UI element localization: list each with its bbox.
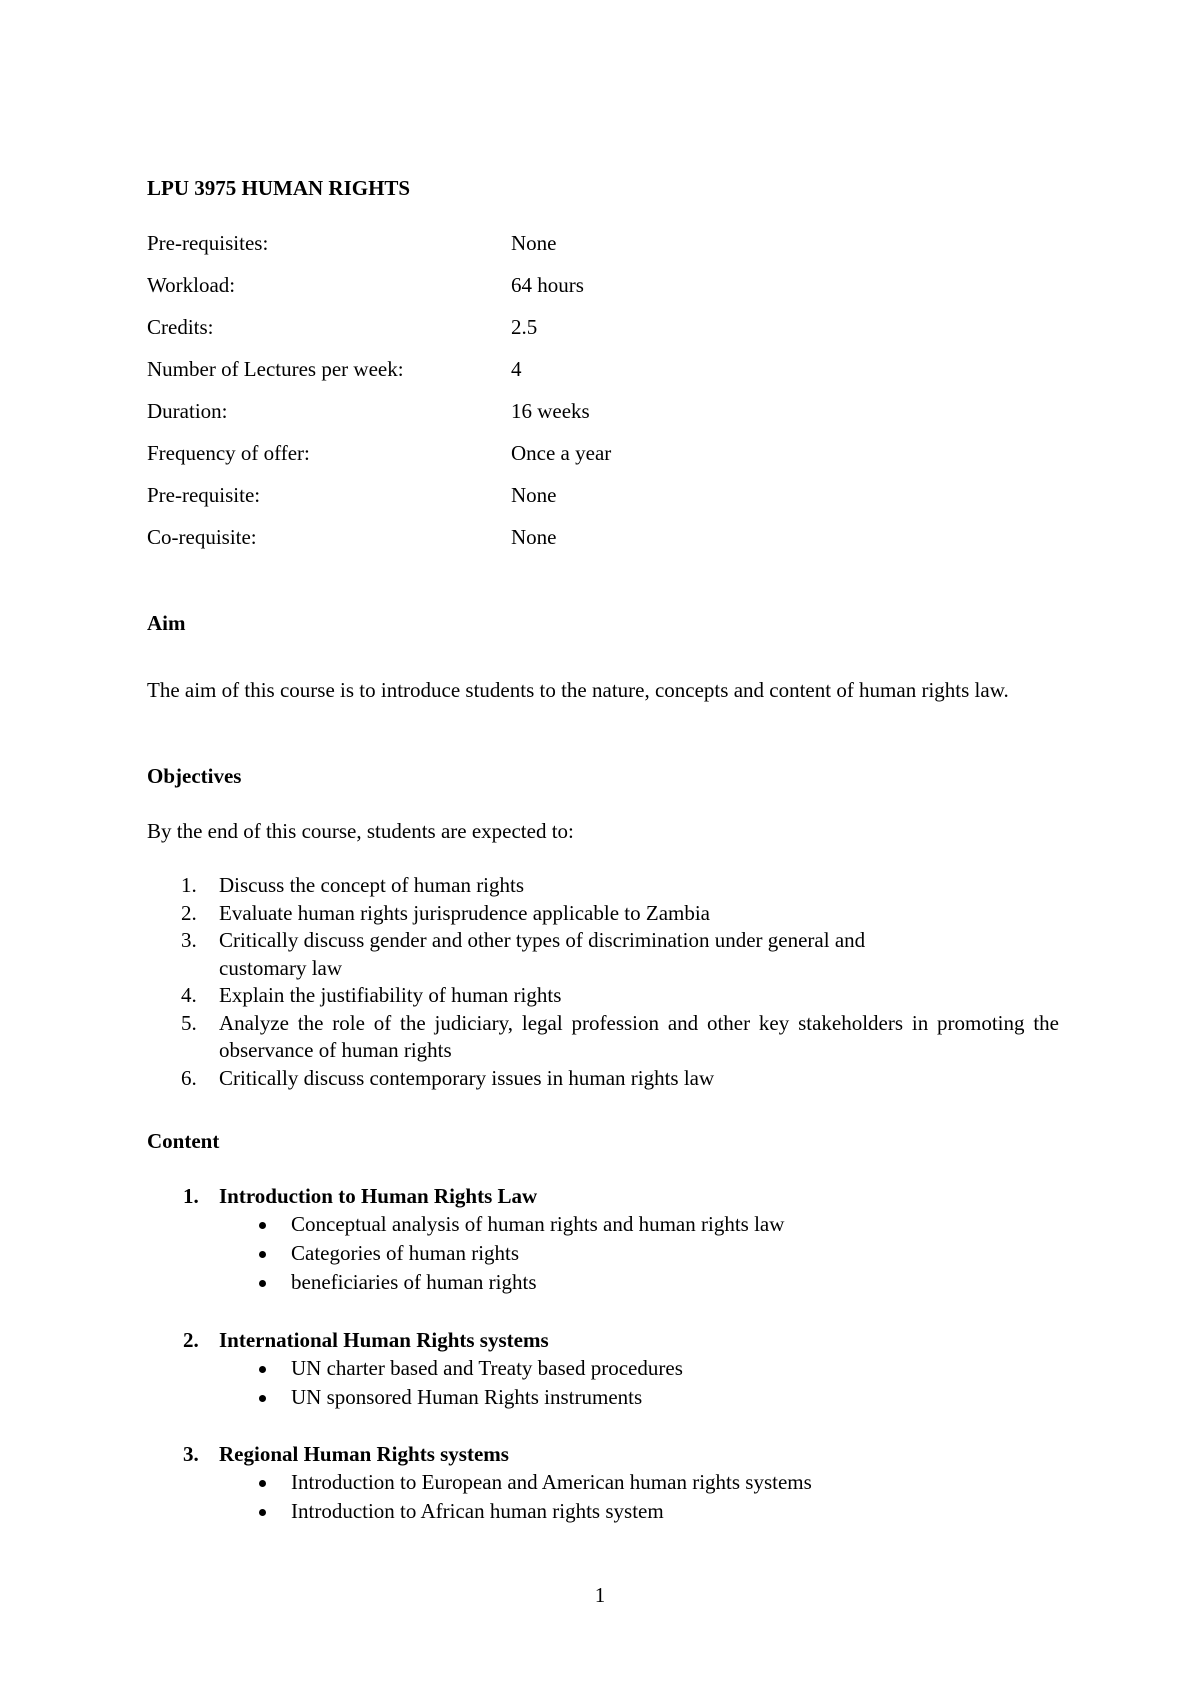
list-item-text: Critically discuss contemporary issues in human rights law (219, 1065, 715, 1090)
content-section-1 (147, 1182, 1059, 1297)
list-item-text: Discuss the concept of human rights (219, 873, 525, 897)
content-section-title: International Human Rights systems (219, 1328, 549, 1352)
content-section-number: 1. (183, 1184, 199, 1208)
list-item (147, 1354, 1059, 1383)
content-bullet-list (147, 1210, 1059, 1297)
info-row-prerequisite (147, 482, 747, 524)
objectives-intro: By the end of this course, students are expected to: (147, 819, 574, 843)
content-section-heading (147, 1182, 1059, 1210)
content-section-heading (147, 1326, 1059, 1354)
list-item-text: UN charter based and Treaty based procedures (291, 1356, 683, 1380)
content-section-title: Introduction to Human Rights Law (219, 1184, 538, 1208)
info-value: None (511, 525, 557, 549)
list-item-number: 6. (181, 1065, 197, 1090)
list-item (147, 872, 1059, 900)
info-value: Once a year (511, 441, 612, 465)
content-section-number: 2. (183, 1328, 199, 1352)
info-value: 16 weeks (511, 399, 590, 423)
info-value: None (511, 483, 557, 507)
list-item-text: Conceptual analysis of human rights and human rights law (291, 1212, 785, 1236)
list-item (147, 1210, 1059, 1239)
list-item (147, 900, 1059, 928)
list-item (147, 1468, 1059, 1497)
info-row-credits (147, 314, 747, 356)
aim-heading: Aim (147, 611, 186, 635)
bullet-icon (259, 1280, 266, 1287)
page-number: 1 (594, 1583, 606, 1607)
info-label: Co-requisite: (147, 525, 257, 549)
objectives-list (147, 872, 1059, 1092)
list-item (147, 1239, 1059, 1268)
list-item-text: Explain the justifiability of human rights (219, 983, 562, 1007)
info-row-duration (147, 398, 747, 440)
info-row-frequency (147, 440, 747, 482)
list-item-text: Categories of human rights (291, 1241, 520, 1265)
info-row-prerequisites (147, 230, 747, 272)
course-info-table (147, 230, 747, 566)
bullet-icon (259, 1222, 266, 1229)
list-item-number: 4. (181, 983, 197, 1007)
info-label: Pre-requisites: (147, 231, 269, 255)
info-value: 64 hours (511, 273, 584, 297)
list-item (147, 1268, 1059, 1297)
info-row-lectures-per-week (147, 356, 747, 398)
list-item-text: Critically discuss gender and other types of discrimination under general and customary law (219, 928, 866, 980)
list-item (147, 1065, 1059, 1093)
list-item-text: Introduction to European and American human rights systems (291, 1470, 812, 1494)
content-section-3 (147, 1440, 1059, 1526)
info-label: Workload: (147, 273, 236, 297)
info-row-corequisite (147, 524, 747, 566)
list-item-number: 2. (181, 900, 197, 925)
bullet-icon (259, 1366, 266, 1373)
course-title: LPU 3975 HUMAN RIGHTS (147, 176, 411, 200)
list-item-number: 5. (181, 1010, 197, 1035)
content-bullet-list (147, 1468, 1059, 1526)
bullet-icon (259, 1395, 266, 1402)
content-section-title: Regional Human Rights systems (219, 1442, 509, 1466)
info-label: Number of Lectures per week: (147, 357, 404, 381)
list-item-text: beneficiaries of human rights (291, 1270, 537, 1294)
list-item (147, 1497, 1059, 1526)
info-row-workload (147, 272, 747, 314)
info-label: Duration: (147, 399, 228, 423)
bullet-icon (259, 1509, 266, 1516)
list-item-text: Evaluate human rights jurisprudence applicable to Zambia (219, 900, 710, 925)
list-item (147, 1383, 1059, 1412)
info-value: 4 (511, 357, 522, 381)
list-item (147, 982, 1059, 1010)
content-section-heading (147, 1440, 1059, 1468)
info-label: Frequency of offer: (147, 441, 310, 465)
bullet-icon (259, 1251, 266, 1258)
info-value: 2.5 (511, 315, 538, 339)
info-label: Pre-requisite: (147, 483, 261, 507)
content-section-2 (147, 1326, 1059, 1412)
list-item-number: 3. (181, 928, 197, 952)
list-item-number: 1. (181, 873, 197, 897)
list-item (147, 1010, 1059, 1065)
content-heading: Content (147, 1129, 220, 1153)
info-label: Credits: (147, 315, 214, 339)
list-item (147, 927, 1059, 982)
content-section-number: 3. (183, 1442, 199, 1466)
bullet-icon (259, 1480, 266, 1487)
list-item-text: UN sponsored Human Rights instruments (291, 1385, 643, 1409)
content-bullet-list (147, 1354, 1059, 1412)
info-value: None (511, 231, 557, 255)
list-item-text: Introduction to African human rights system (291, 1499, 664, 1523)
aim-text: The aim of this course is to introduce students to the nature, concepts and content of human rights law. (147, 678, 1009, 702)
list-item-text: Analyze the role of the judiciary, legal profession and other key stakeholders in promoting the observance of human rights (219, 1010, 1059, 1062)
objectives-heading: Objectives (147, 764, 242, 788)
